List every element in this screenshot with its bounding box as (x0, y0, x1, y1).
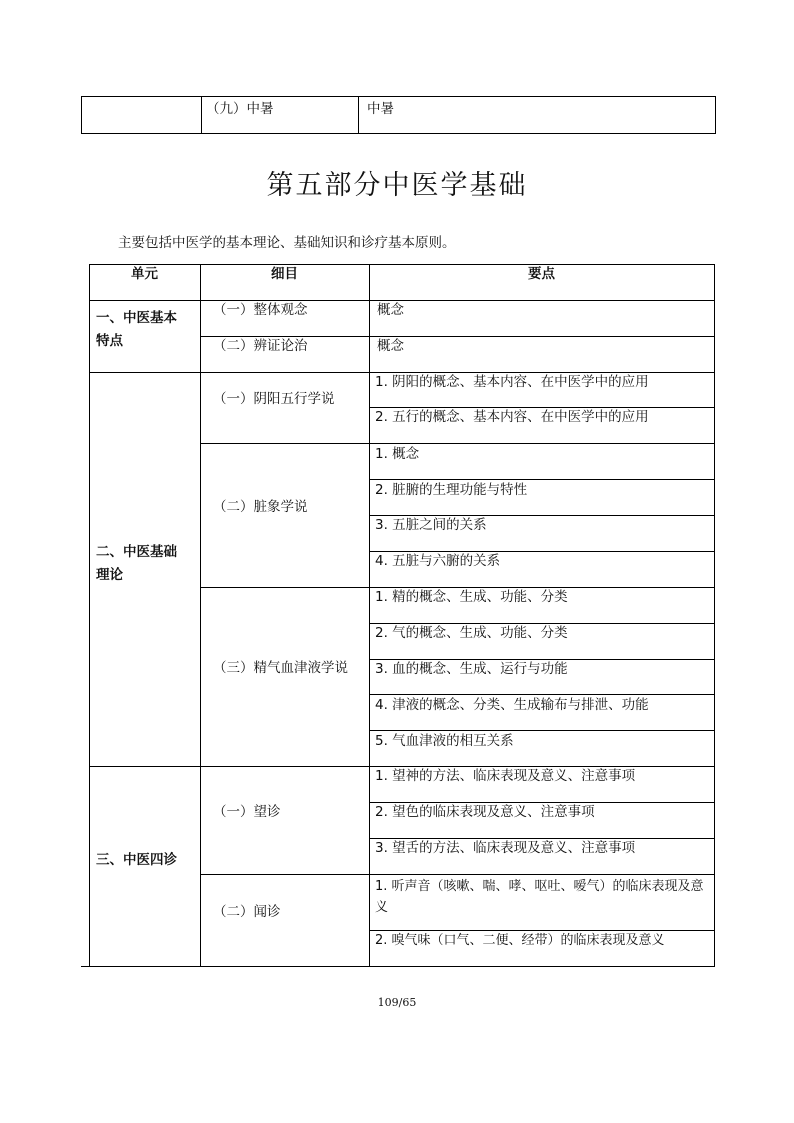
prev-table-subitem: （九）中暑 (206, 101, 274, 117)
prev-table-point: 中暑 (367, 101, 394, 117)
section-title: 第五部分中医学基础 (266, 170, 528, 201)
subitem-label: （二）闻诊 (213, 904, 281, 920)
point-item: 概念 (377, 338, 404, 354)
subitem-label: （三）精气血津液学说 (213, 660, 348, 676)
point-item: 3. 望舌的方法、临床表现及意义、注意事项 (375, 840, 636, 856)
point-item: 5. 气血津液的相互关系 (375, 733, 514, 749)
point-item: 1. 听声音（咳嗽、喘、哮、呕吐、嗳气）的临床表现及意义 (375, 879, 704, 915)
point-item: 2. 气的概念、生成、功能、分类 (375, 625, 568, 641)
unit-name: 一、中医基本特点 (96, 310, 177, 349)
point-item: 1. 精的概念、生成、功能、分类 (375, 589, 568, 605)
page-number: 109/65 (377, 996, 417, 1009)
point-item: 2. 脏腑的生理功能与特性 (375, 482, 528, 498)
point-item: 2. 望色的临床表现及意义、注意事项 (375, 804, 595, 820)
point-item: 3. 血的概念、生成、运行与功能 (375, 661, 568, 677)
unit-name: 二、中医基础理论 (96, 544, 177, 583)
point-item: 1. 阴阳的概念、基本内容、在中医学中的应用 (375, 374, 649, 390)
subitem-label: （一）望诊 (213, 804, 281, 820)
point-item: 1. 概念 (375, 446, 420, 462)
point-item: 2. 五行的概念、基本内容、在中医学中的应用 (375, 409, 649, 425)
subitem-label: （二）脏象学说 (213, 499, 308, 515)
header-subitem: 细目 (271, 266, 298, 282)
subitem-label: （一）阴阳五行学说 (213, 391, 335, 407)
point-item: 2. 嗅气味（口气、二便、经带）的临床表现及意义 (375, 933, 665, 948)
subitem-label: （一）整体观念 (213, 302, 308, 318)
point-item: 3. 五脏之间的关系 (375, 517, 487, 533)
header-points: 要点 (528, 266, 555, 282)
point-item: 1. 望神的方法、临床表现及意义、注意事项 (375, 768, 636, 784)
point-item: 概念 (377, 302, 404, 318)
intro-paragraph: 主要包括中医学的基本理论、基础知识和诊疗基本原则。 (118, 235, 456, 251)
point-item: 4. 五脏与六腑的关系 (375, 553, 501, 569)
header-unit: 单元 (131, 266, 158, 282)
point-item: 4. 津液的概念、分类、生成输布与排泄、功能 (375, 697, 649, 713)
unit-name: 三、中医四诊 (96, 852, 177, 868)
subitem-label: （二）辨证论治 (213, 338, 308, 354)
